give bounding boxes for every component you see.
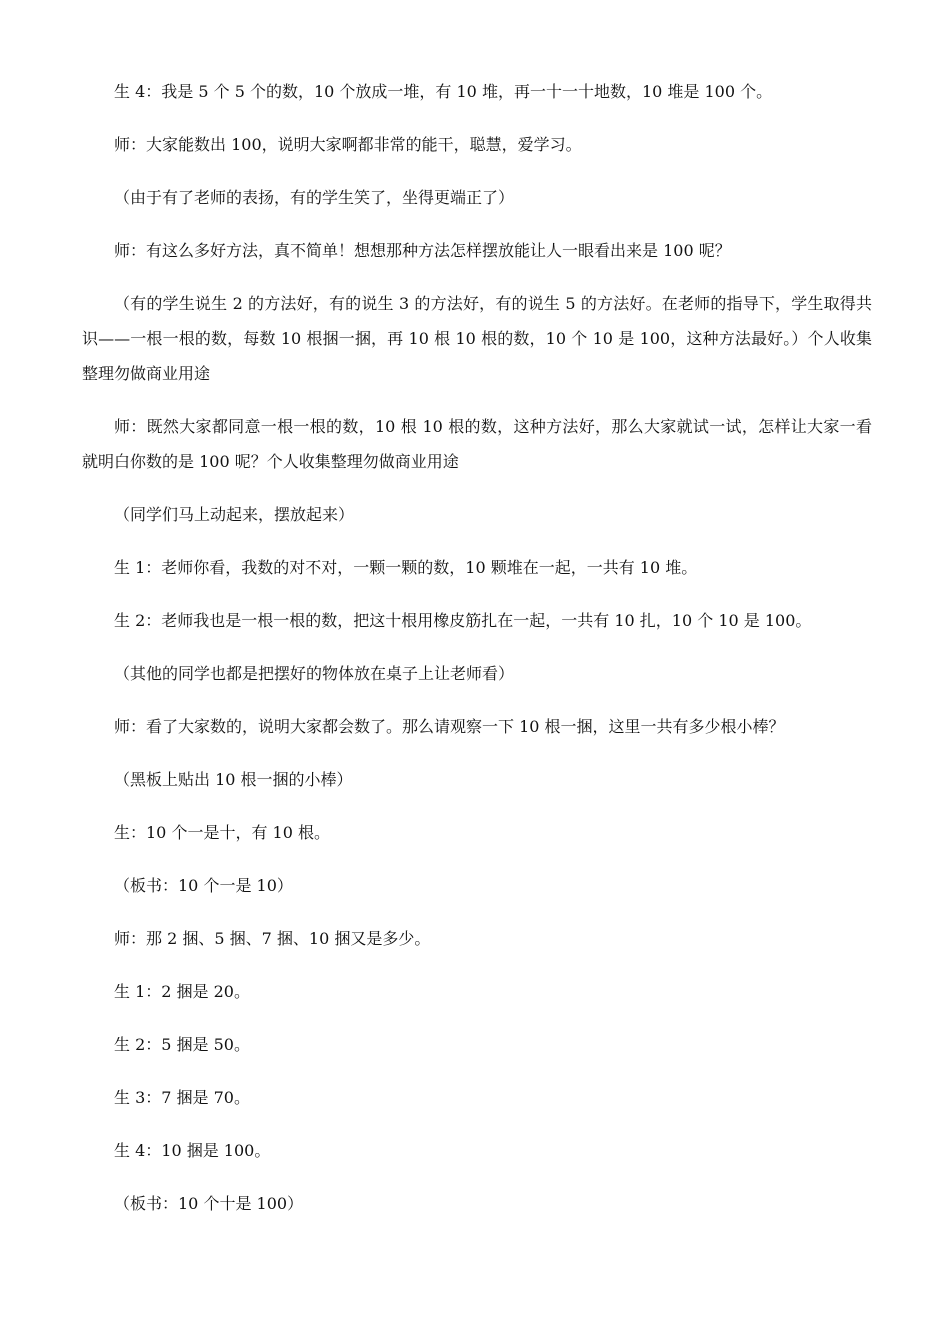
- paragraph-17: 生 2：5 捆是 50。: [114, 1035, 250, 1054]
- paragraph-6: 师：既然大家都同意一根一根的数，10 根 10 根的数，这种方法好，那么大家就试一试，怎样让大家一看就明白你数的是 100 呢？个人收集整理勿做商业用途: [82, 417, 872, 471]
- paragraph-8: 生 1：老师你看，我数的对不对，一颗一颗的数，10 颗堆在一起，一共有 10 堆。: [114, 558, 698, 577]
- paragraph-11: 师：看了大家数的，说明大家都会数了。那么请观察一下 10 根一捆，这里一共有多少根小棒？: [114, 717, 785, 736]
- paragraph-5: （有的学生说生 2 的方法好，有的说生 3 的方法好，有的说生 5 的方法好。在老师的指导下，学生取得共识——一根一根的数，每数 10 根捆一捆，再 10 根 10 根的数，10 个 10 是 100，这种方法最好。）个人收集整理勿做商业用途: [82, 294, 872, 383]
- paragraph-14: （板书：10 个一是 10）: [114, 876, 293, 895]
- paragraph-15: 师：那 2 捆、5 捆、7 捆、10 捆又是多少。: [114, 929, 431, 948]
- paragraph-20: （板书：10 个十是 100）: [114, 1194, 304, 1213]
- paragraph-7: （同学们马上动起来，摆放起来）: [114, 505, 355, 524]
- paragraph-9: 生 2：老师我也是一根一根的数，把这十根用橡皮筋扎在一起，一共有 10 扎，10 个 10 是 100。: [114, 611, 812, 630]
- paragraph-10: （其他的同学也都是把摆好的物体放在桌子上让老师看）: [114, 664, 515, 683]
- paragraph-19: 生 4：10 捆是 100。: [114, 1141, 271, 1160]
- paragraph-3: （由于有了老师的表扬，有的学生笑了，坐得更端正了）: [114, 188, 515, 207]
- paragraph-12: （黑板上贴出 10 根一捆的小棒）: [114, 770, 353, 789]
- paragraph-2: 师：大家能数出 100，说明大家啊都非常的能干，聪慧，爱学习。: [114, 135, 582, 154]
- paragraph-13: 生：10 个一是十，有 10 根。: [114, 823, 330, 842]
- paragraph-1: 生 4：我是 5 个 5 个的数，10 个放成一堆，有 10 堆，再一十一十地数，10 堆是 100 个。: [114, 82, 773, 101]
- document-page: [82, 74, 872, 1239]
- paragraph-18: 生 3：7 捆是 70。: [114, 1088, 250, 1107]
- paragraph-4: 师：有这么多好方法，真不简单！想想那种方法怎样摆放能让人一眼看出来是 100 呢？: [114, 241, 731, 260]
- paragraph-16: 生 1：2 捆是 20。: [114, 982, 250, 1001]
